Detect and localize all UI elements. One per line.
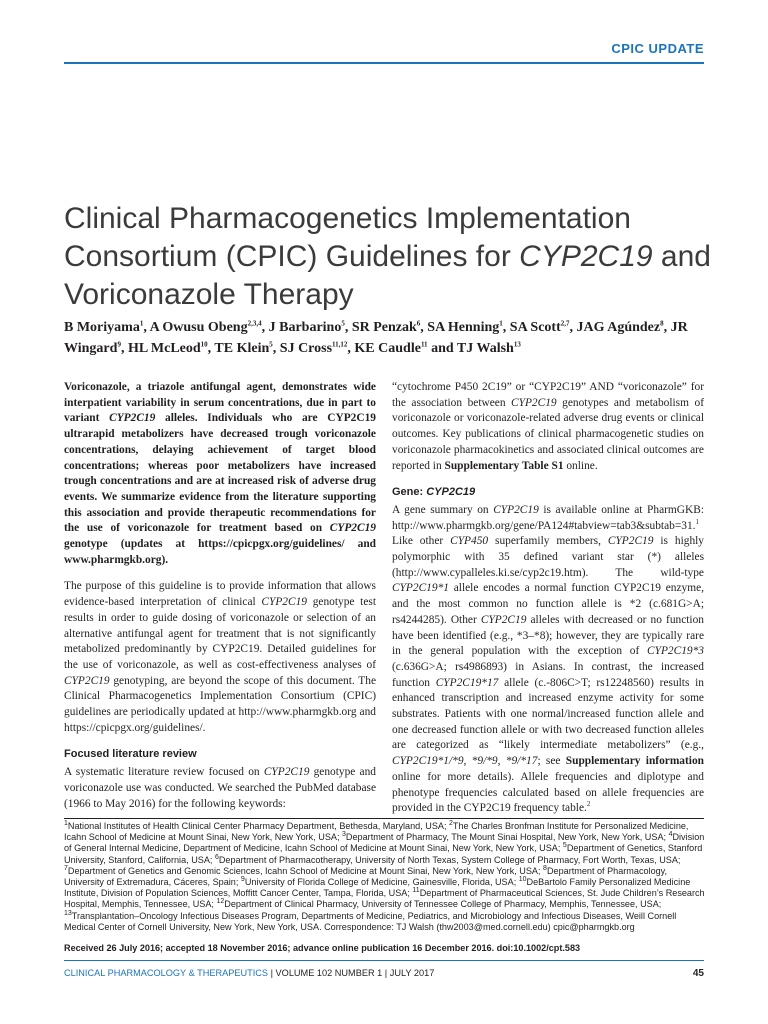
author: JAG Agúndez [576, 320, 661, 335]
author-affiliation: 11 [420, 340, 428, 349]
author-affiliation: 11,12 [332, 340, 348, 349]
author: J Barbarino [268, 320, 342, 335]
right-column [392, 380, 704, 817]
supplementary-info-link[interactable]: Supplementary information [565, 755, 704, 768]
issue-info: | VOLUME 102 NUMBER 1 | JULY 2017 [268, 968, 435, 978]
footnote-number: 4 [668, 831, 673, 839]
header-divider [64, 62, 704, 64]
literature-continued-paragraph: “cytochrome P450 2C19” or “CYP2C19” AND “voriconazole” for the association between CYP2C19 genotypes and metabolism of voriconazole or voriconazole-related adverse drug events or clinical outcomes. Key publications of clinical pharmacogenetic studies on voriconazole pharmacokinetics and associated clinical outcomes are reported in Supplementary Table S1 online. [392, 381, 704, 472]
footnote-text: DeBartolo Family Personalized Medicine Institute, Division of Population Sciences, Moffitt Cancer Center, Tampa, Florida, USA; [64, 877, 691, 899]
title-gene: CYP2C19 [519, 240, 653, 273]
author-conjunction: and [431, 341, 454, 356]
author-affiliation: 5 [341, 319, 345, 328]
author: TE Klein [214, 341, 270, 356]
footnote-number: 13 [64, 909, 72, 917]
footnote-text: Division of General Internal Medicine, Department of Medicine, Icahn School of Medicine at Mount Sinai, New York, New York, USA; [64, 832, 705, 854]
abstract: Voriconazole, a triazole antifungal agent, demonstrates wide interpatient variability in serum concentrations, due in part to variant CYP2C19 alleles. Individuals who are CYP2C19 ultrarapid metabolizers have decreased trough voriconazole concentrations, delaying achievement of target blood concentrations; whereas poor metabolizers have increased trough concentrations and are at increased risk of adverse drug events. We summarize evidence from the literature supporting this association and provide therapeutic recommendations for the use of voriconazole for treatment based on CYP2C19 genotype (updates at https://cpicpgx.org/guidelines/ and www.pharmgkb.org). [64, 381, 376, 566]
section-label: CPIC UPDATE [611, 41, 704, 56]
footnote-text: The Charles Bronfman Institute for Personalized Medicine, Icahn School of Medicine at Mount Sinai, New York, New York, USA; [64, 821, 689, 843]
footnote-number: 1 [64, 819, 68, 827]
author: A Owusu Obeng [149, 320, 248, 335]
footnote-text: Department of Genetics, Stanford University, Stanford, California, USA; [64, 843, 703, 865]
footnote-number: 5 [562, 842, 567, 850]
author-affiliation: 9 [117, 340, 121, 349]
author: TJ Walsh [456, 341, 514, 356]
affiliations-footnotes [64, 821, 709, 933]
footnote-number: 9 [240, 875, 245, 883]
author: JR Wingard [64, 320, 688, 356]
footnote-text: Department of Pharmacotherapy, University of North Texas, System College of Pharmacy, Fort Worth, Texas, USA; [218, 854, 681, 865]
title-part-1: Clinical Pharmacogenetics Implementation Consortium (CPIC) Guidelines for [64, 202, 631, 273]
left-column [64, 380, 376, 812]
journal-name: CLINICAL PHARMACOLOGY & THERAPEUTICS [64, 968, 269, 978]
author: SR Penzak [351, 320, 417, 335]
footer-divider [64, 960, 704, 961]
footnote-number: 11 [412, 887, 420, 895]
author-affiliation: 8 [660, 319, 664, 328]
literature-paragraph: A systematic literature review focused on CYP2C19 genotype and voriconazole use was conducted. We searched the PubMed database (1966 to May 2016) for the following keywords: [64, 766, 376, 810]
section-heading-gene: Gene: CYP2C19 [392, 486, 476, 499]
author-affiliation: 1 [139, 319, 144, 328]
author-affiliation: 10 [200, 340, 208, 349]
footnote-number: 12 [216, 898, 225, 906]
footnote-text: Department of Pharmacology, University of Extremadura, Cáceres, Spain; [64, 865, 668, 888]
author: B Moriyama [64, 320, 140, 335]
page-footer [64, 968, 434, 978]
footnote-text: Department of Pharmaceutical Sciences, St. Jude Children’s Research Hospital, Memphis, Tennessee, USA; [64, 888, 705, 910]
author: SA Henning [427, 320, 500, 335]
footnote-divider [64, 818, 704, 819]
footnote-text: University of Florida College of Medicine, Gainesville, Florida, USA; [244, 877, 519, 888]
footnote-number: 2 [449, 819, 453, 827]
section-heading-literature: Focused literature review [64, 748, 197, 761]
gene-paragraph: A gene summary on CYP2C19 is available online at PharmGKB: http://www.pharmgkb.org/gene/PA124#tabview=tab3&subtab=31.$^1$ Like other CYP450 superfamily members, CYP2C19 is highly polymorphic with 35 defined variant star (*) alleles (http://www.cypalleles.ki.se/cyp2c19.htm). The wild-type CYP2C19*1 allele encodes a normal function CYP2C19 enzyme, and the most common no function allele is *2 (c.681G>A; rs4244285). Other CYP2C19 alleles with decreased or no function have been identified (e.g., *3–*8); however, they are typically rare in the general population with the exception of CYP2C19*3 (c.636G>A; rs4986893) in Asians. In contrast, the increased function CYP2C19*17 allele (c.-806C>T; rs12248560) results in enhanced transcription and increased enzyme activity for some substrates. Patients with one normal/increased function allele and one decreased function allele or with two decreased function alleles are categorized as “likely intermediate metabolizers” (e.g., CYP2C19*1/*9, *9/*9, *9/*17; see Supplementary information online for more details). Allele frequencies and diplotype and phenotype frequencies calculated based on allele frequencies are provided in the CYP2C19 frequency table.$^2$ [392, 503, 704, 815]
author: SA Scott [509, 320, 561, 335]
title-part-2: and Voriconazole Therapy [64, 240, 711, 311]
footnote-text: Transplantation–Oncology Infectious Diseases Program, Departments of Medicine, Pediatrics, and Microbiology and Infectious Diseases, Weill Cornell Medical Center of Cornell University, New York, New York, USA. Correspondence: TJ Walsh (thw2003@med.cornell.edu) cpic@pharmgkb.org [64, 910, 677, 932]
footnote-text: National Institutes of Health Clinical Center Pharmacy Department, Bethesda, Maryland, USA; [67, 821, 450, 831]
article-title [64, 200, 714, 314]
footnote-number: 10 [518, 875, 527, 883]
footnote-text: Department of Genetics and Genomic Sciences, Icahn School of Medicine at Mount Sinai, New York, New York, USA; [67, 865, 544, 876]
supplementary-table-link[interactable]: Supplementary Table S1 [444, 459, 564, 472]
footnote-number: 7 [64, 864, 68, 872]
received-dates: Received 26 July 2016; accepted 18 November 2016; advance online publication 16 December 2016. doi:10.1002/cpt.583 [64, 943, 581, 953]
footnote-text: Department of Clinical Pharmacy, University of Tennessee College of Pharmacy, Memphis, Tennessee, USA; [224, 899, 662, 910]
footnote-number: 8 [543, 864, 547, 872]
footnote-text: Department of Pharmacy, The Mount Sinai Hospital, New York, New York, USA; [345, 832, 669, 843]
author-affiliation: 5 [269, 340, 273, 349]
author: KE Caudle [354, 341, 421, 356]
author: HL McLeod [127, 341, 201, 356]
page-number: 45 [692, 968, 704, 979]
author-affiliation: 13 [513, 340, 521, 349]
footnote-number: 6 [214, 853, 219, 861]
author-affiliation: 6 [416, 319, 421, 328]
author-affiliation: 1 [499, 319, 503, 328]
author-affiliation: 2,3,4 [247, 319, 262, 328]
author-list: B Moriyama$^1$, A Owusu Obeng$^{2,3,4}$, J Barbarino$^5$, SR Penzak$^6$, SA Henning$^1$, SA Scott$^{2,7}$, JAG Agúndez$^8$, JR Wingard$^9$, HL McLeod$^{10}$, TE Klein$^5$, SJ Cross$^{11,12}$, KE Caudle$^{11}$ and TJ Walsh$^{13}$ [64, 319, 688, 356]
author-affiliation: 2,7 [560, 319, 570, 328]
author: SJ Cross [279, 341, 333, 356]
intro-paragraph: The purpose of this guideline is to provide information that allows evidence-based interpretation of clinical CYP2C19 genotype test results in order to guide dosing of voriconazole or selection of an alternative antifungal agent for treatment that is not significantly metabolized predominantly by CYP2C19. Detailed guidelines for the use of voriconazole, as well as cost-effectiveness analyses of CYP2C19 genotyping, are beyond the scope of this document. The Clinical Pharmacogenetics Implementation Consortium (CPIC) guidelines are periodically updated at http://www.pharmgkb.org and https://cpicpgx.org/guidelines/. [64, 580, 376, 734]
footnote-number: 3 [342, 831, 346, 839]
